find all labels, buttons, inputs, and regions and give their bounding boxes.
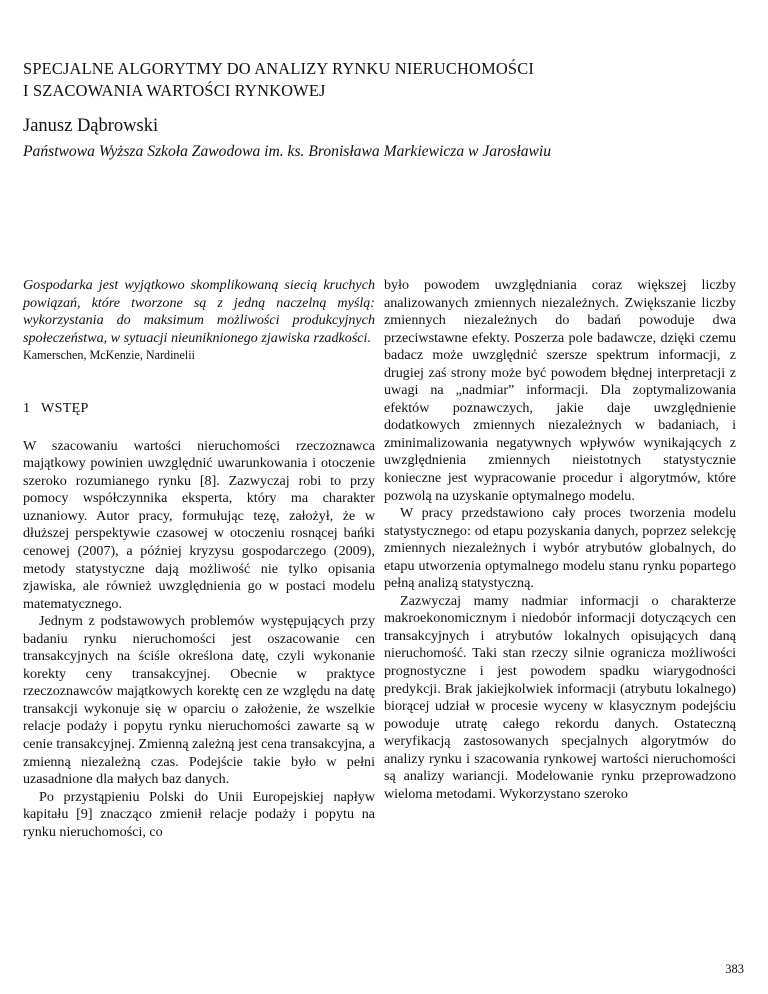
section-heading	[23, 400, 375, 418]
paragraph: Zazwyczaj mamy nadmiar informacji o charakterze makroekonomicznym i niedobór informacji dotyczących cen transakcyjnych i atrybutów lokalnych opisujących daną nieruchomość. Taki stan rzeczy silnie ogranicza możliwości prognostyczne i jest powodem spadku wiarygodności predykcji. Brak jakiejkolwiek informacji (atrybutu lokalnego) biorącej udział w procesie wyceny w klasycznym podejściu powoduje utratę całego rekordu danych. Ostateczną weryfikacją zastosowanych specjalnych algorytmów do analizy rynku i szacowania rynkowej wartości nieruchomości są analizy wariancji. Modelowanie rynku przeprowadzono wieloma metodami. Wykorzystano szeroko	[384, 592, 736, 802]
title-line-1: SPECJALNE ALGORYTMY DO ANALIZY RYNKU NIERUCHOMOŚCI	[23, 59, 534, 78]
epigraph-quote: Gospodarka jest wyjątkowo skomplikowaną siecią kruchych powiązań, które tworzone są z jedną naczelną myślą: wykorzystania do maksimum możliwości produkcyjnych społeczeństwa, w sytuacji nieuniknionego zjawiska rzadkości.	[23, 277, 375, 346]
epigraph-source: Kamerschen, McKenzie, Nardinelii	[23, 348, 195, 363]
author-affiliation: Państwowa Wyższa Szkoła Zawodowa im. ks. Bronisława Markiewicza w Jarosławiu	[23, 143, 552, 160]
section-title: WSTĘP	[41, 400, 89, 417]
section-number: 1	[23, 400, 31, 417]
paper-title	[23, 58, 743, 102]
left-column	[23, 277, 375, 841]
paragraph: Jednym z podstawowych problemów występujących przy badaniu rynku nieruchomości jest oszacowanie cen transakcyjnych na ściśle określona datę, czyli wykonanie korekty ceny transakcyjnej. Obecnie w praktyce rzeczoznawców majątkowych korektę cen ze względu na datę transakcji wykonuje się w oparciu o założenie, że wszelkie relacje podaży i popytu rynku nieruchomości zawarte są w cenie transakcyjnej. Zmienną zależną jest cena transakcyjna, a zmienną niezależną czas. Podejście takie było w pełni uzasadnione dla małych baz danych.	[23, 613, 375, 788]
paragraph: Po przystąpieniu Polski do Unii Europejskiej napływ kapitału [9] znacząco zmienił relacje podaży i popytu na rynku nieruchomości, co	[23, 788, 375, 840]
paragraph: W pracy przedstawiono cały proces tworzenia modelu statystycznego: od etapu pozyskania danych, poprzez selekcję zmiennych niezależnych i wybór atrybutów globalnych, do etapu utworzenia optymalnego modelu stanu rynku popartego pełną analizą statystyczną.	[384, 505, 736, 592]
title-line-2: I SZACOWANIA WARTOŚCI RYNKOWEJ	[23, 81, 326, 100]
paragraph: było powodem uwzględniania coraz większej liczby analizowanych zmiennych niezależnych. Zwiększanie liczby zmiennych niezależnych do badań powoduje dwa przeciwstawne efekty. Poszerza pole badawcze, dzięki czemu badacz może uwzględnić szersze spektrum informacji, z drugiej zaś strony może być powodem błędnej interpretacji z uwagi na „nadmiar” informacji. Dla zoptymalizowania efektów poznawczych, jakie daje uwzględnienie dodatkowych zmiennych niezależnych w badaniach, i zminimalizowania negatywnych wpływów wynikających z uwzględnienia zmiennych nieistotnych statystycznie konieczne jest wypracowanie procedur i algorytmów, które pozwolą na uzyskanie optymalnego modelu.	[384, 277, 736, 504]
paragraph: W szacowaniu wartości nieruchomości rzeczoznawca majątkowy powinien uwzględnić uwarunkowania i otoczenie szeroko rozumianego rynku [8]. Zazwyczaj robi to przy pomocy współczynnika eksperta, który ma charakter uznaniowy. Autor pracy, formułując tezę, założył, że w dłuższej perspektywie czasowej w otoczeniu rosnącej bańki cenowej (2007), a później kryzysu gospodarczego (2009), metody statystyczne dają możliwość nie tylko opisania zjawiska, ale również uwzględnienia go w postaci modelu matematycznego.	[23, 437, 375, 612]
right-column	[384, 277, 736, 803]
author-name: Janusz Dąbrowski	[23, 116, 159, 136]
page-number: 383	[725, 962, 744, 976]
